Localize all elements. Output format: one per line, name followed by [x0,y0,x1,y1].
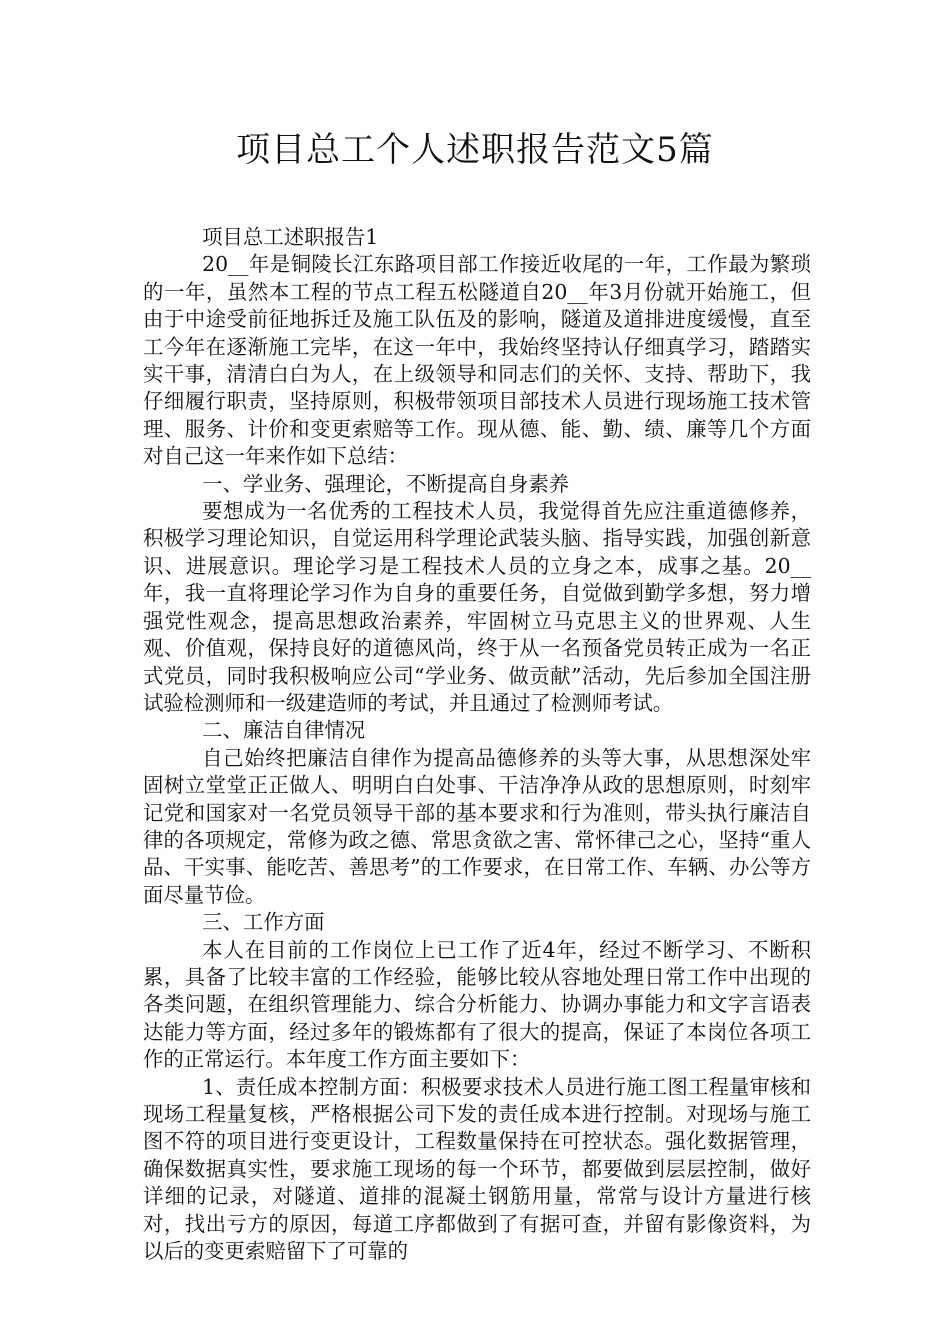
integrity-paragraph: 自己始终把廉洁自律作为提高品德修养的头等大事，从思想深处牢固树立堂堂正正做人、明明白白处事、干洁净净从政的思想原则，时刻牢记党和国家对一名党员领导干部的基本要求和行为准则，带头执行廉洁自律的各项规定，常修为政之德、常思贪欲之害、常怀律己之心，坚持“重人品、干实事、能吃苦、善思考”的工作要求，在日常工作、车辆、办公等方面尽量节俭。 [143,745,811,907]
study-paragraph: 要想成为一名优秀的工程技术人员，我觉得首先应注重道德修养，积极学习理论知识，自觉运用科学理论武装头脑、指导实践，加强创新意识、进展意识。理论学习是工程技术人员的立身之本，成事之基。20__年，我一直将理论学习作为自身的重要任务，自觉做到勤学多想，努力增强党性观念，提高思想政治素养，牢固树立马克思主义的世界观、人生观、价值观，保持良好的道德风尚，终于从一名预备党员转正成为一名正式党员，同时我积极响应公司“学业务、做贡献”活动，先后参加全国注册试验检测师和一级建造师的考试，并且通过了检测师考试。 [143,499,811,715]
report-subtitle: 项目总工述职报告1 [202,225,379,249]
cost-control-paragraph: 1、责任成本控制方面：积极要求技术人员进行施工图工程量审核和现场工程量复核，严格根据公司下发的责任成本进行控制。对现场与施工图不符的项目进行变更设计，工程数量保持在可控状态。强化数据管理，确保数据真实性，要求施工现场的每一个环节，都要做到层层控制，做好详细的记录，对隧道、道排的混凝土钢筋用量，常常与设计方量进行核对，找出亏方的原因，每道工序都做到了有据可查，并留有影像资料，为以后的变更索赔留下了可靠的 [143,1074,811,1264]
section-heading-integrity: 二、廉洁自律情况 [202,718,366,743]
section-heading-work: 三、工作方面 [202,910,325,935]
intro-paragraph: 20__年是铜陵长江东路项目部工作接近收尾的一年，工作最为繁琐的一年，虽然本工程的节点工程五松隧道自20__年3月份就开始施工，但由于中途受前征地拆迁及施工队伍及的影响，隧道及道排进度缓慢，直至工今年在逐渐施工完毕，在这一年中，我始终坚持认仔细真学习，踏踏实实干事，清清白白为人，在上级领导和同志们的关怀、支持、帮助下，我仔细履行职责，坚持原则，积极带领项目部技术人员进行现场施工技术管理、服务、计价和变更索赔等工作。现从德、能、勤、绩、廉等几个方面对自己这一年来作如下总结： [143,252,811,469]
work-paragraph: 本人在目前的工作岗位上已工作了近4年，经过不断学习、不断积累，具备了比较丰富的工作经验，能够比较从容地处理日常工作中出现的各类问题，在组织管理能力、综合分析能力、协调办事能力和文字言语表达能力等方面，经过多年的锻炼都有了很大的提高，保证了本岗位各项工作的正常运行。本年度工作方面主要如下： [143,937,811,1072]
document-title: 项目总工个人述职报告范文5篇 [236,130,714,170]
document-body [143,224,811,1265]
section-heading-study: 一、学业务、强理论，不断提高自身素养 [202,471,570,496]
